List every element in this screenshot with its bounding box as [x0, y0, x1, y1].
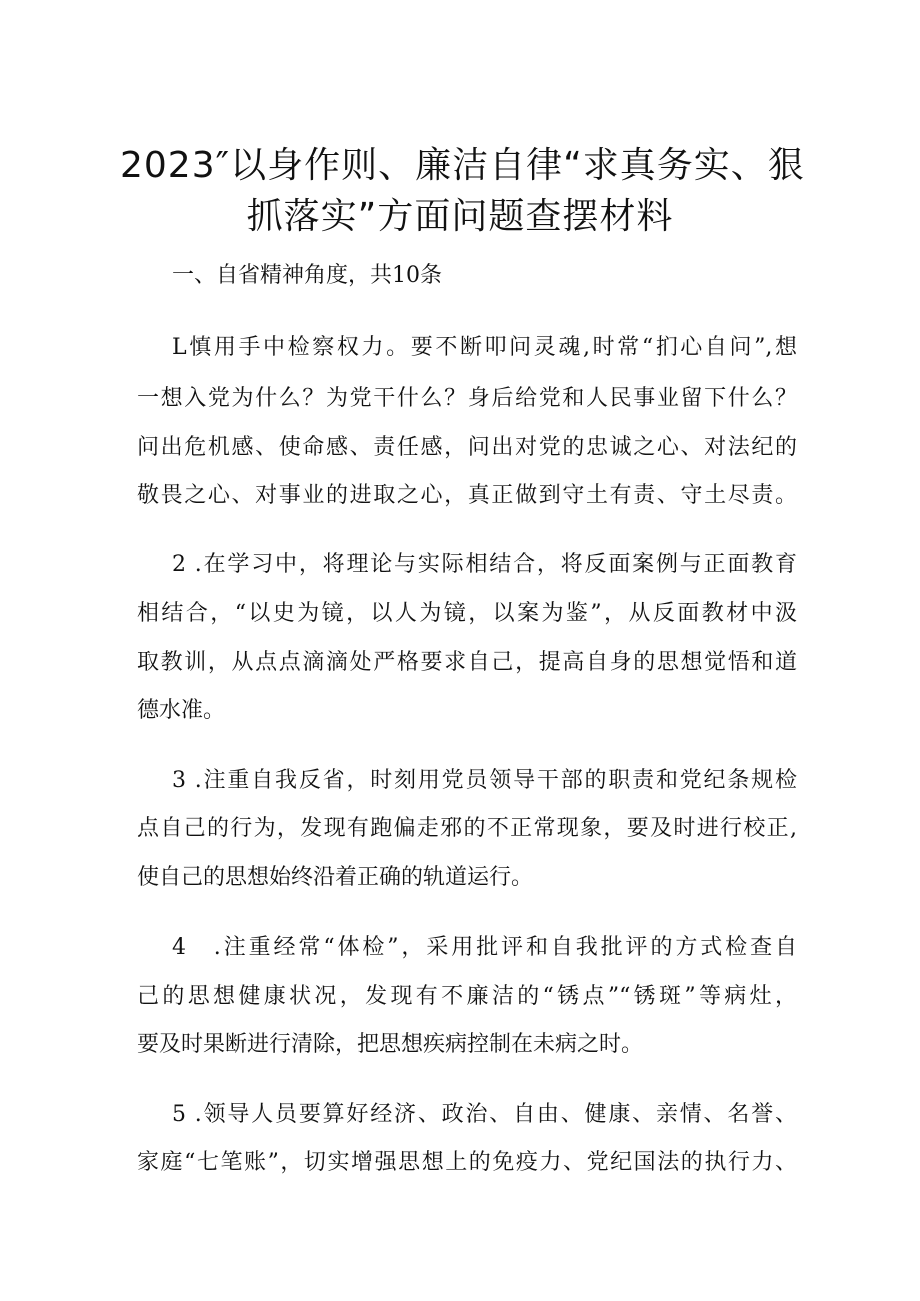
paragraph-4-line-1: 4 .注重经常“体检”，采用批评和自我批评的方式检查自: [172, 935, 797, 960]
paragraph-1-line-4: 敬畏之心、对事业的进取之心，真正做到守土有责、守土尽责。: [137, 483, 797, 508]
paragraph-4-line-3: 要及时果断进行清除，把思想疾病控制在未病之时。: [137, 1032, 644, 1057]
section-heading: 一、自省精神角度，共10条: [172, 263, 442, 288]
paragraph-2-line-3: 取教训，从点点滴滴处严格要求自己，提高自身的思想觉悟和道: [137, 650, 797, 675]
paragraph-2-line-1: 2 .在学习中，将理论与实际相结合，将反面案例与正面教育: [172, 552, 797, 577]
paragraph-2-line-4: 德水准。: [137, 698, 226, 723]
document-title-line-2: 抓落实”方面问题查摆材料: [246, 196, 674, 237]
document-title-line-1: 2023″以身作则、廉洁自律“求真务实、狠: [120, 145, 805, 186]
paragraph-3-line-3: 使自己的思想始终沿着正确的轨道运行。: [137, 865, 534, 890]
paragraph-2-line-2: 相结合，“以史为镜，以人为镜，以案为鉴”，从反面教材中汲: [137, 601, 797, 626]
paragraph-3-line-2: 点自己的行为，发现有跑偏走邪的不正常现象，要及时进行校正,: [137, 816, 797, 841]
paragraph-5-line-2: 家庭“七笔账”，切实增强思想上的免疫力、党纪国法的执行力、: [137, 1150, 797, 1175]
paragraph-5-line-1: 5 .领导人员要算好经济、政治、自由、健康、亲情、名誉、: [172, 1102, 797, 1127]
paragraph-1-line-2: 一想入党为什么？为党干什么？身后给党和人民事业留下什么？: [137, 386, 797, 411]
paragraph-4-line-2: 己的思想健康状况，发现有不廉洁的“锈点”“锈斑”等病灶，: [137, 984, 797, 1009]
paragraph-3-line-1: 3 .注重自我反省，时刻用党员领导干部的职责和党纪条规检: [172, 768, 797, 793]
paragraph-1-line-3: 问出危机感、使命感、责任感，问出对党的忠诚之心、对法纪的: [137, 435, 797, 460]
paragraph-1-line-1: L慎用手中检察权力。要不断叩问灵魂,时常“扪心自问”,想: [172, 335, 797, 360]
